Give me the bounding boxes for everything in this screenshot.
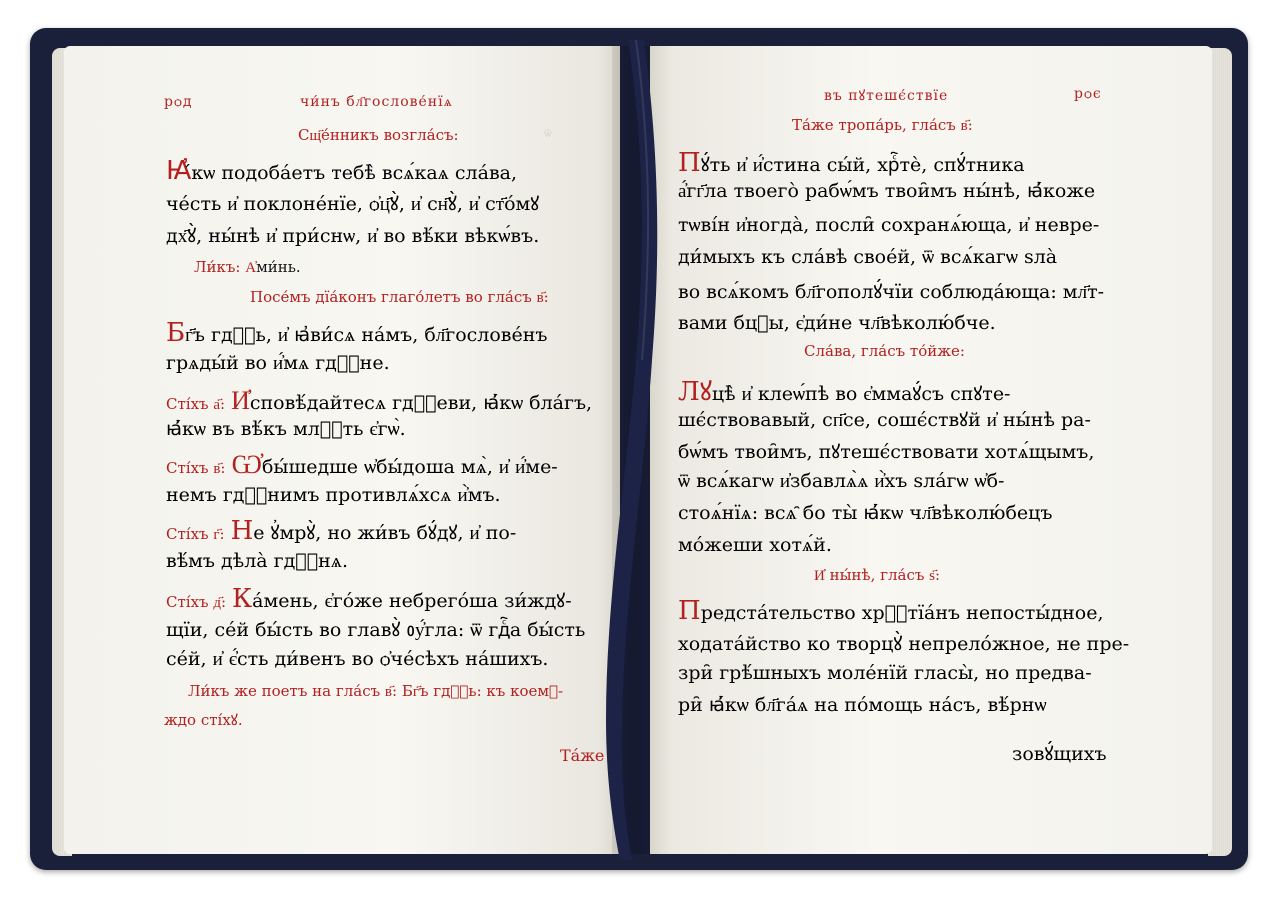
- rubric-text: Сла́ва, гла́съ то́йже:: [804, 342, 965, 360]
- line-text: во всѧ́комъ бл҃гополꙋ́чїи соблюда́юща: мл҃т-: [678, 281, 1105, 303]
- initial-letter: Лꙋ: [678, 377, 712, 407]
- text-line: [166, 190, 539, 216]
- text-line: [166, 484, 501, 507]
- text-line: [678, 148, 1025, 178]
- left-catchword: Та́же: [560, 746, 605, 765]
- line-text: щїи, се́й бы́сть во главꙋ̀ ᲂу҆́гла: ѿ гдⷭ҇а бы́сть: [166, 619, 586, 641]
- text-line: [166, 584, 572, 614]
- bleed-through-left: ѿ: [544, 126, 552, 140]
- initial-letter: Ꙗ҆: [166, 156, 192, 186]
- verse-label: Сті́хъ в҃:: [166, 459, 226, 477]
- text-line: [814, 566, 940, 585]
- line-text: вами бцⷣы, є҆ди́не чл҃вѣколю́бче.: [678, 312, 996, 334]
- initial-letter: Н: [230, 516, 254, 546]
- text-line: [188, 682, 563, 701]
- initial-letter: И҆: [231, 386, 250, 416]
- line-text: се́й, и҆ є҆́сть ди́венъ во ѻ҆че́сѣхъ на́шихъ.: [166, 648, 549, 670]
- line-text: зри̑ грѣ́шныхъ моле́нїй гласы̀, но предва-: [678, 662, 1092, 684]
- line-text: ходата́йство ко творцꙋ̀ непрело́жное, не пре-: [678, 633, 1130, 655]
- right-page-number: рѻє: [1074, 86, 1102, 102]
- text-line: [678, 502, 1052, 525]
- initial-letter: Ѡ҆: [231, 450, 262, 480]
- rubric-text: Ли́къ же поетъ на гла́съ в҃: Бг҃ъ гдⷭ҇ь: къ коемꙋ-: [188, 682, 564, 700]
- text-line: [678, 662, 1092, 684]
- line-text: сповѣ́дайтесѧ гдⷭ҇еви, ꙗ҆́кѡ бла́гъ,: [249, 392, 593, 414]
- text-line: [678, 180, 1095, 203]
- line-text: ꙋ́ть и҆ и҆́стина сы́й, хрⷭ҇тѐ, спꙋ́тника: [700, 154, 1025, 176]
- text-line: [166, 386, 592, 416]
- line-text: ꙗ҆́кѡ въ вѣ́къ млⷭ҇ть є҆гѡ̀.: [166, 418, 406, 440]
- text-line: [164, 710, 243, 730]
- text-line: [194, 258, 301, 277]
- line-text: цѣ̀ и҆ клеѡ́пѣ во є҆ммаꙋ́съ спꙋте-: [711, 383, 1011, 405]
- line-text: г҃ъ гдⷭ҇ь, и҆ ꙗ҆ви́сѧ на́мъ, бл҃гослове́нъ: [185, 324, 548, 346]
- text-line: [678, 372, 1010, 408]
- text-line: [166, 550, 348, 573]
- rubric-text: И҆ ны́нѣ, гла́съ ѕ҃:: [814, 566, 941, 584]
- line-text: бы́шедше ѡ҆бы́доша мѧ̀, и҆ и҆́ме-: [261, 456, 558, 478]
- line-text: бѡ́мъ твои̑мъ, пꙋтешє́ствовати хотѧ́щымъ,: [678, 441, 1095, 463]
- text-line: [166, 516, 516, 546]
- text-line: [678, 278, 1104, 304]
- verse-label: Сті́хъ г҃:: [166, 525, 225, 543]
- rubric-text: ждо сті́хꙋ.: [164, 711, 243, 729]
- line-text: ѿ всѧ́кагѡ и҆збавлѧ̀ѧ и҆̀хъ ѕла́гѡ ѡ҆б-: [678, 470, 1005, 492]
- text-line: [166, 616, 585, 642]
- text-line: [166, 352, 390, 375]
- line-text: немъ гдⷭ҇нимъ противлѧ́хсѧ и҆̀мъ.: [166, 484, 501, 506]
- text-line: [166, 418, 406, 441]
- initial-letter: П: [678, 596, 701, 626]
- text-line: [792, 116, 973, 135]
- text-line: [678, 630, 1129, 656]
- text-line: [678, 214, 1099, 237]
- text-line: [678, 694, 1047, 717]
- line-text: редста́тельство хрⷭ҇тїа́нъ непосты́дное,: [700, 602, 1104, 624]
- text-line: [678, 312, 996, 335]
- line-text: мо́жеши хотѧ́й.: [678, 534, 832, 556]
- text-line: [804, 342, 965, 360]
- text-line: [678, 406, 1091, 432]
- line-text: дх҃ꙋ̀, ны́нѣ и҆ при́снѡ, и҆ во вѣ́ки вѣкѡ́въ.: [166, 225, 540, 247]
- line-text: тѡві́н и҆ногда̀, посли̑ сохранѧ́юща, и҆ невре-: [678, 214, 1100, 236]
- line-text: ́кѡ подоба́етъ тебѣ̀ всѧ́каѧ сла́ва,: [191, 162, 518, 184]
- right-page: [650, 46, 1212, 854]
- line-text: вѣ́мъ дѣла̀ гдⷭ҇нѧ.: [166, 550, 349, 572]
- line-text: стоѧ́нїѧ: всѧ̑ бо ты̀ ꙗ҆́кѡ чл҃вѣколю́бецъ: [678, 502, 1053, 524]
- rubric-tail: ми́нь.: [256, 258, 301, 276]
- text-line: [678, 246, 1057, 269]
- initial-letter: Б: [166, 318, 186, 348]
- line-text: е ꙋ҆мрꙋ̀, но жи́въ бꙋ́дꙋ, и҆ по-: [253, 522, 517, 544]
- line-text: а҆́гг҃ла твоего̀ рабѡ́мъ твои̑мъ ны́нѣ, ꙗ҆́коже: [678, 180, 1096, 202]
- left-page: [64, 46, 620, 854]
- right-catchword: зовꙋ́щихъ: [1012, 743, 1107, 765]
- left-running-title: чи́нъ бл҃гослове́нїѧ: [300, 94, 453, 110]
- rubric-text: Та́же тропа́рь, гла́съ в҃:: [792, 116, 973, 134]
- line-text: грѧды́й во и҆́мѧ гдⷭ҇не.: [166, 352, 390, 374]
- text-line: [166, 318, 547, 348]
- left-page-number: рѻд: [164, 94, 193, 110]
- rubric-text: Ли́къ: А҆: [194, 258, 257, 276]
- text-line: [166, 450, 558, 480]
- text-line: [678, 596, 1104, 626]
- verse-label: Сті́хъ д҃:: [166, 593, 227, 611]
- line-text: а́мень, є҆го́же небрего́ша зи́ждꙋ-: [252, 590, 572, 612]
- initial-letter: П: [678, 148, 701, 178]
- text-line: [678, 470, 1004, 493]
- verse-label: Сті́хъ а҃:: [166, 395, 226, 413]
- line-text: ри̑ ꙗ҆́кѡ бл҃га́ѧ на по́мощь на́съ, вѣ́рнѡ: [678, 694, 1047, 716]
- initial-letter: К: [232, 584, 253, 614]
- rubric-text: Сщ҃е́нникъ возгла́съ:: [298, 126, 459, 144]
- text-line: [678, 534, 832, 557]
- line-text: шє́ствовавый, сп҃се, сошє́ствꙋй и҆ ны́нѣ ра-: [678, 409, 1091, 431]
- line-text: че́сть и҆ поклоне́нїе, ѻ҆ц҃ꙋ̀, и҆ сн҃ꙋ̀, и҆ ст҃о́мꙋ: [166, 193, 540, 215]
- text-line: [298, 126, 459, 145]
- text-line: [166, 156, 517, 186]
- text-line: [250, 288, 549, 307]
- text-line: [678, 438, 1094, 464]
- line-text: ди́мыхъ къ сла́вѣ свое́й, ѿ всѧ́кагѡ ѕла̀: [678, 246, 1058, 268]
- rubric-text: Посе́мъ дїа́конъ глаго́летъ во гла́съ в҃:: [250, 288, 549, 306]
- right-running-title: въ пꙋтешє́ствїе: [824, 88, 949, 104]
- text-line: [166, 648, 548, 671]
- text-line: [166, 222, 539, 248]
